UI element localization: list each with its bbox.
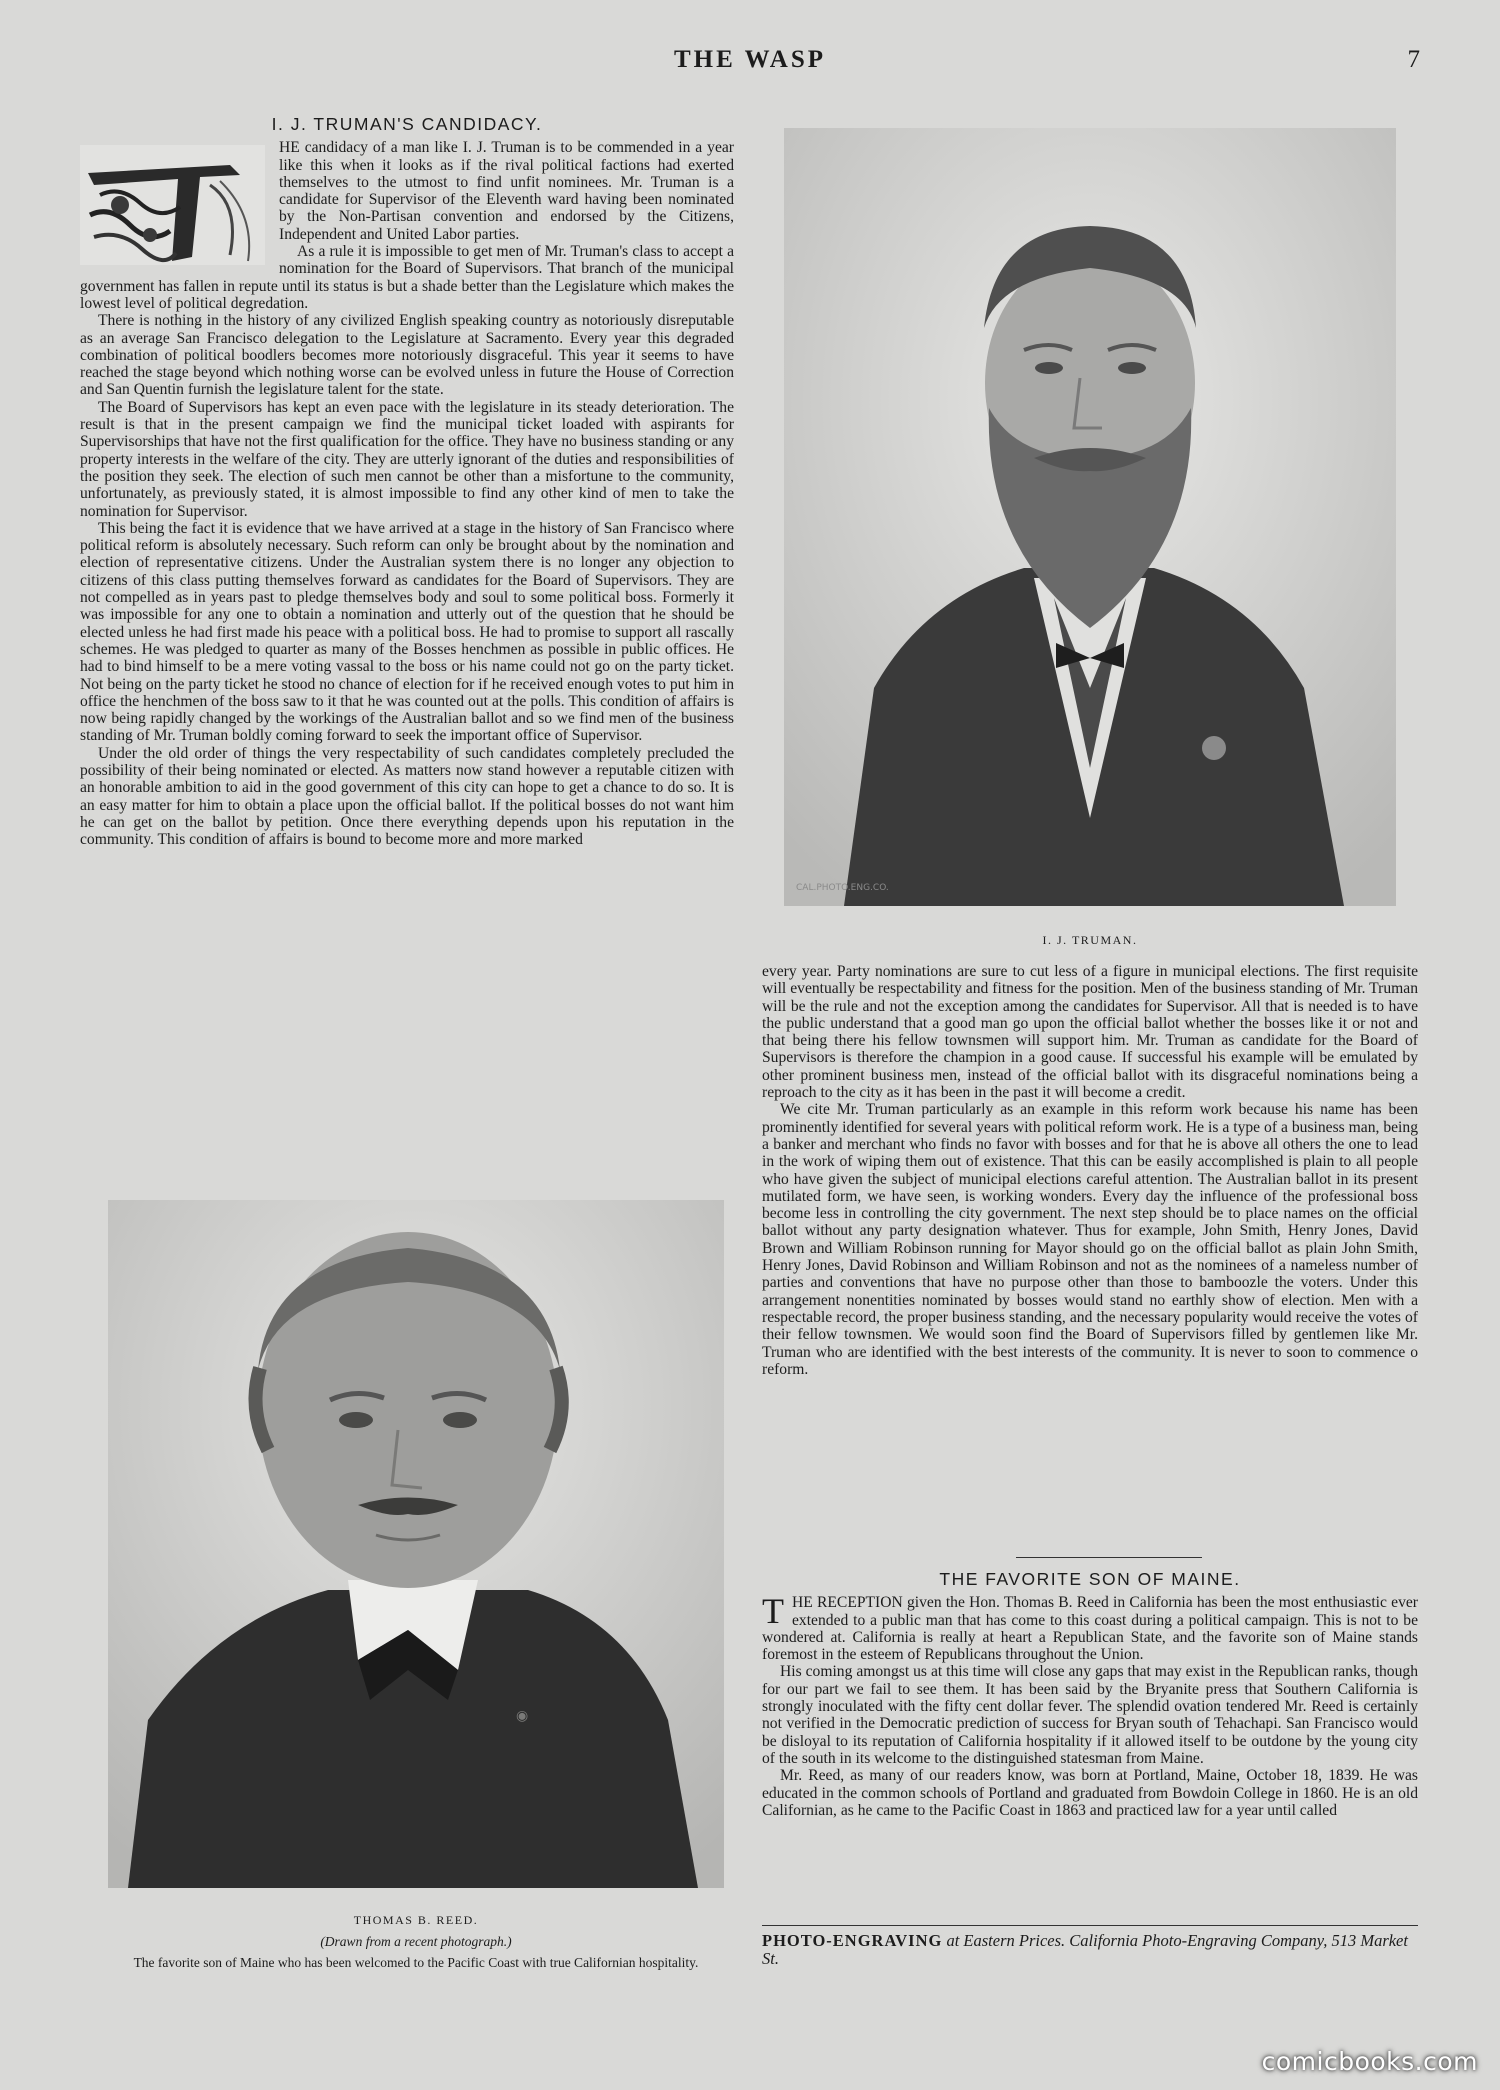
truman-portrait bbox=[784, 128, 1396, 906]
reed-portrait bbox=[108, 1200, 724, 1888]
svg-text:◉: ◉ bbox=[516, 1709, 529, 1724]
reed-description: The favorite son of Maine who has been welcomed to the Pacific Coast with true Californian hospitality. bbox=[133, 1955, 699, 1970]
site-watermark: comicbooks.com bbox=[1261, 2047, 1478, 2076]
truman-paragraph: There is nothing in the history of any civilized English speaking country as notoriously disreputable as an average San Francisco delegation to the Legislature at Sacramento. Every year this degraded combination of political boodlers becomes more notoriously disgraceful. This year it seems to have reached the stage beyond which nothing worse can be evolved unless in future the House of Correction and San Quentin furnish the legislature talent for the state. bbox=[80, 312, 734, 399]
truman-caption: I. J. TRUMAN. bbox=[1042, 933, 1138, 947]
truman-paragraph: Under the old order of things the very respectability of such candidates completely precluded the possibility of their being nominated or elected. As matters now stand however a reputable citizen with an honorable ambition to aid in the good government of this city can hope to get a chance to do so. It is an easy matter for him to obtain a place upon the official ballot. If the political bosses do not want him he can get on the ballot by petition. Once there everything depends upon his reputation in the community. This condition of affairs is bound to become more and more marked bbox=[80, 744, 734, 849]
truman-article-column bbox=[80, 116, 734, 848]
truman-paragraph: every year. Party nominations are sure to cut less of a figure in municipal elections. The first requisite will eventually be respectability and fitness for the position. Men of the business standing of Mr. Truman will be the rule and not the exception among the candidates for Supervisor. All that is needed is to have the public understand that a good man go upon the official ballot whether the bosses like it or not and that being there his fellow townsmen will support him. Mr. Truman as candidate for the Board of Supervisors is therefore the champion in a good cause. If successful his example will be emulated by other prominent business men, instead of the official ballot with its disgraceful nominations being a reproach to the city as it has been in the past it will become a credit. bbox=[762, 963, 1418, 1102]
section-divider bbox=[1016, 1557, 1202, 1558]
reed-paragraph: THE RECEPTION given the Hon. Thomas B. Reed in California has been the most enthusiastic ever extended to a public man that has come to this coast during a political campaign. This is not to be wondered at. California is really at heart a Republican State, and the favorite son of Maine stands foremost in the esteem of Republicans throughout the Union. bbox=[762, 1591, 1418, 1664]
ad-title: PHOTO-ENGRAVING bbox=[762, 1931, 943, 1950]
truman-paragraph: We cite Mr. Truman particularly as an example in this reform work because his name has been prominently identified for several years with political reform work. He is a type of a business man, being a banker and merchant who finds no favor with bosses and for that he is above all others the one to lead in the work of wiping them out of existence. That this can be easily accomplished is plain to all people who have given the subject of municipal elections careful attention. The Australian ballot in its present mutilated form, we have seen, is working wonders. Every day the influence of the professional boss become less in controlling the city government. The next step should be to place names on the official ballot without any party designation whatever. Thus for example, John Smith, Henry Jones, David Brown and William Robinson running for Mayor should go on the official ballot as plain John Smith, Henry Jones, David Robinson and William Robinson and not as the nominees of a nameless number of parties and conventions that have no purpose other than those to bamboozle the voters. Under this arrangement nonentities nominated by bosses would stand no earthly show of election. Men with a respectable record, the proper business standing, and the necessary popularity would receive the votes of their fellow townsmen. We would soon find the Board of Supervisors filled by gentlemen like Mr. Truman who are identified with the best interests of the community. It is never to soon to commence o reform. bbox=[762, 1101, 1418, 1378]
truman-article-heading: I. J. TRUMAN'S CANDIDACY. bbox=[271, 114, 543, 134]
running-head: THE WASP bbox=[673, 46, 827, 73]
reed-paragraph: His coming amongst us at this time will close any gaps that may exist in the Republican ranks, though for our part we fail to see them. It has been said by the Bryanite press that Southern California is strongly inoculated with the fifty cent dollar fever. The splendid ovation tendered Mr. Reed is certainly not verified in the Democratic prediction of success for Bryan south of Tehachapi. San Francisco would be disloyal to its reputation of California hospitality if it allowed itself to be outdone by the young city of the south in its welcome to the distinguished statesman from Maine. bbox=[762, 1663, 1418, 1767]
photo-engraving-ad bbox=[762, 1932, 1418, 1968]
reed-subcaption: (Drawn from a recent photograph.) bbox=[320, 1934, 512, 1949]
truman-paragraph: HE candidacy of a man like I. J. Truman is to be commended in a year like this when it looks as if the rival political factions had exerted themselves to the utmost to find unfit nominees. Mr. Truman is a candidate for Supervisor of the Eleventh ward having been nominated by the Non-Partisan convention and endorsed by the Citizens, Independent and United Labor parties. bbox=[279, 139, 734, 243]
reed-dropcap: T bbox=[762, 1591, 784, 1632]
reed-article-column bbox=[762, 1571, 1418, 1819]
truman-paragraph: The Board of Supervisors has kept an even pace with the legislature in its steady deterioration. The result is that in the present campaign we find the municipal ticket loaded with aspirants for Supervisorships that have not the first qualification for the office. They have no business standing or any property interests in the welfare of the city. They are utterly ignorant of the duties and responsibilities of the position they seek. The election of such men cannot be other than a misfortune to the community, unfortunately, as previously stated, it is almost impossible to find any other kind of men to take the nomination for Supervisor. bbox=[80, 398, 734, 520]
reed-caption: THOMAS B. REED. bbox=[353, 1913, 479, 1927]
reed-paragraph: Mr. Reed, as many of our readers know, was born at Portland, Maine, October 18, 1839. He was educated in the common schools of Portland and graduated from Bowdoin College in 1860. He is an old Californian, as he came to the Pacific Coast in 1863 and practiced law for a year until called bbox=[762, 1767, 1418, 1819]
truman-paragraph: This being the fact it is evidence that we have arrived at a stage in the history of San Francisco where political reform is absolutely necessary. Such reform can only be brought about by the nomination and election of representative citizens. Under the Australian system there is no longer any objection to citizens of this class putting themselves forward as candidates for the Board of Supervisors. They are not compelled as in years past to pledge themselves body and soul to some political boss. Formerly it was impossible for any one to obtain a nomination and utterly out of the question that he should be elected unless he had first made his peace with a political boss. He had to promise to support all rascally schemes. He was pledged to quarter as many of the Bosses henchmen as possible in public offices. He had to bind himself to be a mere voting vassal to the boss or his name could not go on the party ticket. Not being on the party ticket he stood no chance of election for if he received enough votes to put him in office the henchmen of the boss saw to it that he was counted out at the polls. This condition of affairs is now being rapidly changed by the workings of the Australian ballot and so we find men of the business standing of Mr. Truman boldly coming forward to seek the important office of Supervisor. bbox=[80, 519, 734, 745]
ad-text: at Eastern Prices. California Photo-Engraving Company, 513 Market St. bbox=[762, 1931, 1408, 1968]
page-number: 7 bbox=[1407, 46, 1420, 73]
engraver-mark: CAL.PHOTO.ENG.CO. bbox=[796, 883, 889, 893]
truman-paragraph: As a rule it is impossible to get men of Mr. Truman's class to accept a nomination for the Board of Supervisors. That branch of the municipal government has fallen in repute until its status is but a shade better than the Legislature which makes the lowest level of political degredation. bbox=[80, 243, 734, 312]
decorative-dropcap-t-icon bbox=[80, 145, 265, 265]
reed-article-heading: THE FAVORITE SON OF MAINE. bbox=[939, 1569, 1241, 1589]
truman-continuation-column bbox=[762, 963, 1418, 1378]
ad-divider bbox=[762, 1925, 1418, 1926]
